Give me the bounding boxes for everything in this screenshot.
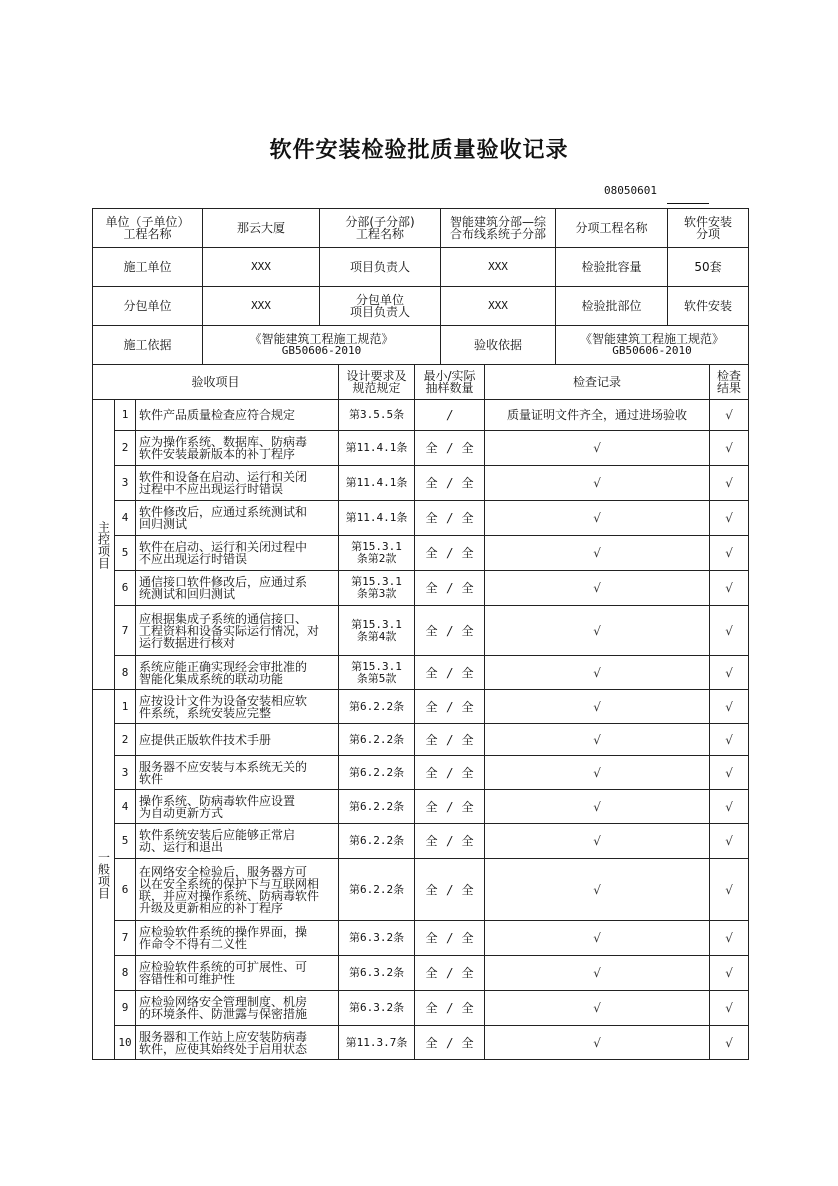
item-spec-clause: 第15.3.1 条第4款 — [339, 606, 415, 656]
basis-row — [93, 326, 749, 365]
sample-separator: / — [447, 441, 452, 455]
record-check-icon: √ — [485, 501, 710, 536]
main-control-row — [93, 656, 749, 690]
sample-min: 全 — [425, 581, 438, 595]
construction-basis-code: GB50606-2010 — [281, 344, 362, 357]
record-check-icon: √ — [485, 859, 710, 921]
form-code: 08050601 — [604, 184, 657, 197]
item-requirement: 操作系统、防病毒软件应设置 为自动更新方式 — [136, 790, 339, 824]
item-requirement: 软件修改后，应通过系统测试和 回归测试 — [136, 501, 339, 536]
item-spec-clause: 第15.3.1 条第5款 — [339, 656, 415, 690]
record-check-icon: √ — [485, 656, 710, 690]
record-check-icon: √ — [485, 606, 710, 656]
item-sample-quantity — [415, 431, 485, 466]
main-control-row — [93, 400, 749, 431]
acceptance-basis-label: 验收依据 — [441, 326, 556, 365]
item-sample-quantity — [415, 921, 485, 956]
column-header-row — [93, 365, 749, 400]
subcontractor-row — [93, 287, 749, 326]
project-info-table — [92, 208, 749, 365]
item-check-record: 质量证明文件齐全，通过进场验收 — [485, 400, 710, 431]
result-check-icon: √ — [710, 606, 749, 656]
item-sample-quantity — [415, 656, 485, 690]
sample-separator: / — [447, 665, 452, 680]
inspection-table — [92, 364, 749, 1060]
sample-separator: / — [447, 408, 452, 422]
item-number: 4 — [115, 790, 136, 824]
result-check-icon: √ — [710, 501, 749, 536]
item-sample-quantity — [415, 571, 485, 606]
item-requirement: 应为操作系统、数据库、防病毒 软件安装最新版本的补丁程序 — [136, 431, 339, 466]
main-control-group-label: 主控项目 — [93, 400, 115, 690]
sub-manager-value: XXX — [441, 287, 556, 326]
acceptance-basis-value — [556, 326, 749, 365]
item-spec-clause: 第15.3.1 条第2款 — [339, 536, 415, 571]
item-requirement: 应检验软件系统的操作界面，操 作命令不得有二义性 — [136, 921, 339, 956]
record-check-icon: √ — [485, 724, 710, 756]
contractor-label: 施工单位 — [93, 248, 203, 287]
item-number: 8 — [115, 656, 136, 690]
general-row — [93, 690, 749, 724]
record-check-icon: √ — [485, 536, 710, 571]
sample-separator: / — [447, 1035, 452, 1050]
sample-min: 全 — [425, 765, 438, 780]
subcontractor-label: 分包单位 — [93, 287, 203, 326]
sample-actual: 全 — [461, 882, 474, 897]
item-requirement: 软件产品质量检查应符合规定 — [136, 400, 339, 431]
column-header-sample: 最小/实际 抽样数量 — [415, 365, 485, 400]
general-row — [93, 956, 749, 991]
general-row — [93, 1026, 749, 1060]
sample-min: 全 — [425, 882, 438, 897]
sub-project-value: 智能建筑分部—综 合布线系统子分部 — [441, 209, 556, 248]
sample-actual: 全 — [461, 665, 474, 680]
contractor-row — [93, 248, 749, 287]
sample-actual: 全 — [461, 511, 474, 525]
sample-actual: 全 — [461, 1001, 474, 1015]
sample-min: 全 — [425, 665, 438, 680]
item-number: 1 — [115, 400, 136, 431]
item-spec-clause: 第3.5.5条 — [339, 400, 415, 431]
sample-min: 全 — [425, 511, 438, 525]
sample-separator: / — [447, 581, 452, 595]
item-spec-clause: 第6.3.2条 — [339, 921, 415, 956]
result-check-icon: √ — [710, 1026, 749, 1060]
general-row — [93, 724, 749, 756]
item-sample-quantity — [415, 606, 485, 656]
item-sample-quantity — [415, 400, 485, 431]
record-check-icon: √ — [485, 991, 710, 1026]
result-check-icon: √ — [710, 656, 749, 690]
sample-min: 全 — [425, 732, 438, 747]
item-requirement: 服务器和工作站上应安装防病毒 软件，应使其始终处于启用状态 — [136, 1026, 339, 1060]
record-check-icon: √ — [485, 756, 710, 790]
sample-actual: 全 — [461, 834, 474, 848]
sample-actual: 全 — [461, 581, 474, 595]
column-header-design: 设计要求及 规范规定 — [339, 365, 415, 400]
sample-separator: / — [447, 834, 452, 848]
item-spec-clause: 第15.3.1 条第3款 — [339, 571, 415, 606]
main-control-row — [93, 466, 749, 501]
item-number: 10 — [115, 1026, 136, 1060]
column-header-item: 验收项目 — [93, 365, 339, 400]
result-check-icon: √ — [710, 431, 749, 466]
record-check-icon: √ — [485, 1026, 710, 1060]
item-spec-clause: 第11.4.1条 — [339, 466, 415, 501]
record-check-icon: √ — [485, 431, 710, 466]
unit-project-label: 单位（子单位） 工程名称 — [93, 209, 203, 248]
general-group-label: 一般项目 — [93, 690, 115, 1060]
sample-separator: / — [447, 1001, 452, 1015]
sample-separator: / — [447, 966, 452, 980]
item-requirement: 应根据集成子系统的通信接口、 工程资料和设备实际运行情况，对 运行数据进行核对 — [136, 606, 339, 656]
result-check-icon: √ — [710, 690, 749, 724]
sample-actual: 全 — [461, 476, 474, 490]
item-requirement: 通信接口软件修改后，应通过系 统测试和回归测试 — [136, 571, 339, 606]
main-control-row — [93, 606, 749, 656]
item-requirement: 应检验网络安全管理制度、机房 的环境条件、防泄露与保密措施 — [136, 991, 339, 1026]
sample-actual: 全 — [461, 765, 474, 780]
item-sample-quantity — [415, 724, 485, 756]
project-info-row — [93, 209, 749, 248]
general-row — [93, 921, 749, 956]
general-row — [93, 859, 749, 921]
record-check-icon: √ — [485, 571, 710, 606]
sample-separator: / — [447, 623, 452, 638]
item-requirement: 软件在启动、运行和关闭过程中 不应出现运行时错误 — [136, 536, 339, 571]
result-check-icon: √ — [710, 466, 749, 501]
sample-min: 全 — [425, 699, 438, 714]
result-check-icon: √ — [710, 756, 749, 790]
item-sample-quantity — [415, 956, 485, 991]
sub-manager-label: 分包单位 项目负责人 — [320, 287, 441, 326]
sample-separator: / — [447, 476, 452, 490]
item-spec-clause: 第6.2.2条 — [339, 724, 415, 756]
main-control-row — [93, 571, 749, 606]
item-project-value: 软件安装 分项 — [668, 209, 749, 248]
item-spec-clause: 第6.3.2条 — [339, 956, 415, 991]
sample-actual: 全 — [461, 699, 474, 714]
item-number: 9 — [115, 991, 136, 1026]
page-title: 软件安装检验批质量验收记录 — [269, 137, 569, 163]
sample-separator: / — [447, 546, 452, 560]
contractor-value: XXX — [203, 248, 320, 287]
item-spec-clause: 第6.3.2条 — [339, 991, 415, 1026]
item-sample-quantity — [415, 756, 485, 790]
batch-capacity-label: 检验批容量 — [556, 248, 668, 287]
item-spec-clause: 第6.2.2条 — [339, 690, 415, 724]
construction-basis-standard: 《智能建筑工程施工规范》 — [249, 332, 394, 346]
item-number: 4 — [115, 501, 136, 536]
acceptance-basis-standard: 《智能建筑工程施工规范》 — [579, 332, 724, 346]
sample-min: 全 — [425, 834, 438, 848]
sample-actual: 全 — [461, 799, 474, 814]
item-number: 8 — [115, 956, 136, 991]
main-control-row — [93, 431, 749, 466]
item-number: 1 — [115, 690, 136, 724]
manager-value: XXX — [441, 248, 556, 287]
item-number: 7 — [115, 921, 136, 956]
item-sample-quantity — [415, 1026, 485, 1060]
result-check-icon: √ — [710, 400, 749, 431]
sample-min: 全 — [425, 1035, 438, 1050]
item-requirement: 软件和设备在启动、运行和关闭 过程中不应出现运行时错误 — [136, 466, 339, 501]
item-sample-quantity — [415, 790, 485, 824]
subcontractor-value: XXX — [203, 287, 320, 326]
record-check-icon: √ — [485, 690, 710, 724]
construction-basis-value — [203, 326, 441, 365]
sample-actual: 全 — [461, 966, 474, 980]
batch-capacity-value: 50套 — [668, 248, 749, 287]
result-check-icon: √ — [710, 956, 749, 991]
manager-label: 项目负责人 — [320, 248, 441, 287]
result-check-icon: √ — [710, 571, 749, 606]
item-spec-clause: 第11.4.1条 — [339, 501, 415, 536]
sample-actual: 全 — [461, 441, 474, 455]
construction-basis-label: 施工依据 — [93, 326, 203, 365]
record-check-icon: √ — [485, 790, 710, 824]
item-requirement: 系统应能正确实现经会审批准的 智能化集成系统的联动功能 — [136, 656, 339, 690]
item-number: 6 — [115, 859, 136, 921]
main-control-row — [93, 501, 749, 536]
item-requirement: 应提供正版软件技术手册 — [136, 724, 339, 756]
record-check-icon: √ — [485, 921, 710, 956]
acceptance-basis-code: GB50606-2010 — [612, 344, 692, 357]
sample-min: 全 — [425, 799, 438, 814]
sample-min: 全 — [425, 441, 438, 455]
column-header-result: 检查 结果 — [710, 365, 749, 400]
result-check-icon: √ — [710, 536, 749, 571]
item-requirement: 在网络安全检验后，服务器方可 以在安全系统的保护下与互联网相 联，并应对操作系统、防病毒软件 升级及更新相应的补丁程序 — [136, 859, 339, 921]
item-number: 3 — [115, 756, 136, 790]
general-row — [93, 790, 749, 824]
sample-actual: 全 — [461, 1035, 474, 1050]
sample-separator: / — [447, 882, 452, 897]
record-check-icon: √ — [485, 956, 710, 991]
item-number: 2 — [115, 724, 136, 756]
sample-separator: / — [447, 765, 452, 780]
item-requirement: 软件系统安装后应能够正常启 动、运行和退出 — [136, 824, 339, 859]
sample-min: 全 — [425, 1001, 438, 1015]
item-number: 7 — [115, 606, 136, 656]
item-spec-clause: 第6.2.2条 — [339, 790, 415, 824]
record-check-icon: √ — [485, 466, 710, 501]
unit-project-value: 那云大厦 — [203, 209, 320, 248]
sample-separator: / — [447, 511, 452, 525]
sample-actual: 全 — [461, 732, 474, 747]
sample-separator: / — [447, 732, 452, 747]
item-project-label: 分项工程名称 — [556, 209, 668, 248]
sample-actual: 全 — [461, 546, 474, 560]
item-sample-quantity — [415, 824, 485, 859]
item-requirement: 服务器不应安装与本系统无关的 软件 — [136, 756, 339, 790]
sample-min: 全 — [425, 623, 438, 638]
item-spec-clause: 第6.2.2条 — [339, 756, 415, 790]
sample-min: 全 — [425, 966, 438, 980]
sub-project-label: 分部(子分部) 工程名称 — [320, 209, 441, 248]
main-control-row — [93, 536, 749, 571]
result-check-icon: √ — [710, 859, 749, 921]
item-sample-quantity — [415, 536, 485, 571]
result-check-icon: √ — [710, 991, 749, 1026]
result-check-icon: √ — [710, 724, 749, 756]
result-check-icon: √ — [710, 790, 749, 824]
item-sample-quantity — [415, 501, 485, 536]
item-sample-quantity — [415, 859, 485, 921]
item-number: 6 — [115, 571, 136, 606]
result-check-icon: √ — [710, 921, 749, 956]
item-requirement: 应检验软件系统的可扩展性、可 容错性和可维护性 — [136, 956, 339, 991]
item-spec-clause: 第11.4.1条 — [339, 431, 415, 466]
item-sample-quantity — [415, 466, 485, 501]
record-check-icon: √ — [485, 824, 710, 859]
column-header-record: 检查记录 — [485, 365, 710, 400]
item-number: 2 — [115, 431, 136, 466]
general-row — [93, 991, 749, 1026]
general-row — [93, 756, 749, 790]
item-number: 3 — [115, 466, 136, 501]
item-spec-clause: 第6.2.2条 — [339, 824, 415, 859]
sample-actual: 全 — [461, 623, 474, 638]
item-requirement: 应按设计文件为设备安装相应软 件系统，系统安装应完整 — [136, 690, 339, 724]
sample-min: 全 — [425, 931, 438, 945]
code-underline — [667, 203, 709, 204]
item-number: 5 — [115, 536, 136, 571]
batch-part-value: 软件安装 — [668, 287, 749, 326]
item-number: 5 — [115, 824, 136, 859]
general-row — [93, 824, 749, 859]
sample-separator: / — [447, 699, 452, 714]
sample-actual: 全 — [461, 931, 474, 945]
item-sample-quantity — [415, 991, 485, 1026]
item-sample-quantity — [415, 690, 485, 724]
item-spec-clause: 第6.2.2条 — [339, 859, 415, 921]
sample-min: 全 — [425, 476, 438, 490]
sample-separator: / — [447, 931, 452, 945]
sample-separator: / — [447, 799, 452, 814]
sample-min: 全 — [425, 546, 438, 560]
result-check-icon: √ — [710, 824, 749, 859]
item-spec-clause: 第11.3.7条 — [339, 1026, 415, 1060]
batch-part-label: 检验批部位 — [556, 287, 668, 326]
